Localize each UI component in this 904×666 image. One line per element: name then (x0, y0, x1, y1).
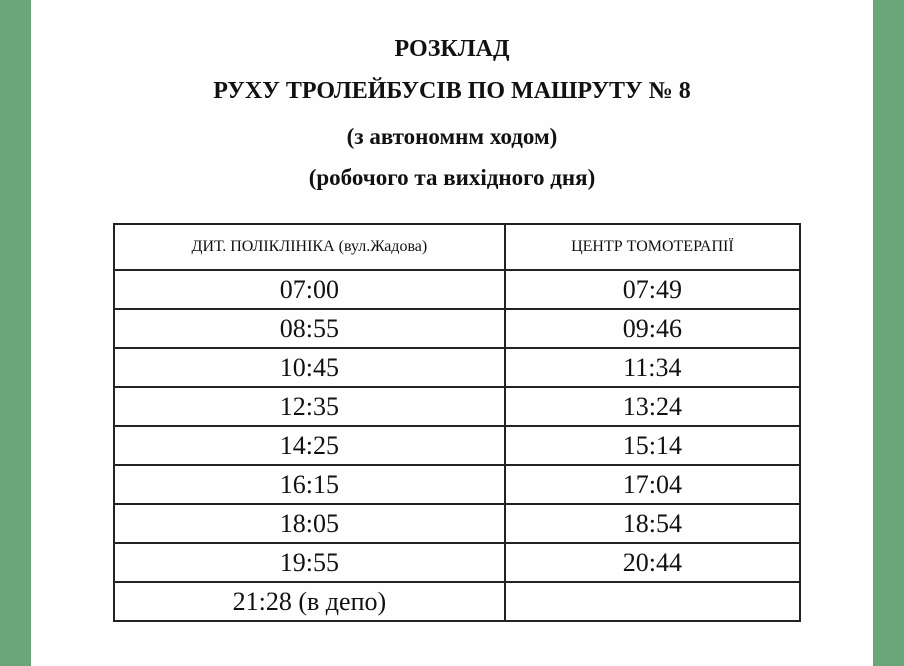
table-row (114, 543, 800, 582)
departure-tomotherapy: 07:49 (505, 270, 800, 309)
departure-polyclinic: 18:05 (114, 504, 505, 543)
table-row (114, 348, 800, 387)
departure-tomotherapy: 17:04 (505, 465, 800, 504)
departure-polyclinic: 08:55 (114, 309, 505, 348)
departure-polyclinic: 14:25 (114, 426, 505, 465)
departure-polyclinic: 19:55 (114, 543, 505, 582)
table-row (114, 426, 800, 465)
departure-tomotherapy: 13:24 (505, 387, 800, 426)
table-row (114, 387, 800, 426)
departure-tomotherapy (505, 582, 800, 621)
subtitle-days: (робочого та вихідного дня) (308, 165, 596, 190)
table-row (114, 582, 800, 621)
departure-polyclinic: 10:45 (114, 348, 505, 387)
subtitle-autonomous: (з автономнм ходом) (346, 124, 558, 149)
table-row (114, 309, 800, 348)
schedule-sheet (31, 0, 873, 666)
departure-polyclinic: 07:00 (114, 270, 505, 309)
departure-tomotherapy: 18:54 (505, 504, 800, 543)
table-row (114, 270, 800, 309)
departure-polyclinic: 21:28 (в депо) (114, 582, 505, 621)
departure-tomotherapy: 09:46 (505, 309, 800, 348)
header-stop-tomotherapy: ЦЕНТР ТОМОТЕРАПІЇ (505, 224, 800, 270)
table-row (114, 465, 800, 504)
header-stop-polyclinic: ДИТ. ПОЛІКЛІНІКА (вул.Жадова) (114, 224, 505, 270)
departure-polyclinic: 16:15 (114, 465, 505, 504)
departure-tomotherapy: 11:34 (505, 348, 800, 387)
table-row (114, 504, 800, 543)
departure-polyclinic: 12:35 (114, 387, 505, 426)
schedule-title: РОЗКЛАД (394, 36, 510, 62)
departure-tomotherapy: 20:44 (505, 543, 800, 582)
route-title: РУХУ ТРОЛЕЙБУСІВ ПО МАШРУТУ № 8 (213, 78, 691, 104)
table-header-row (114, 224, 800, 270)
schedule-table (113, 223, 801, 622)
departure-tomotherapy: 15:14 (505, 426, 800, 465)
